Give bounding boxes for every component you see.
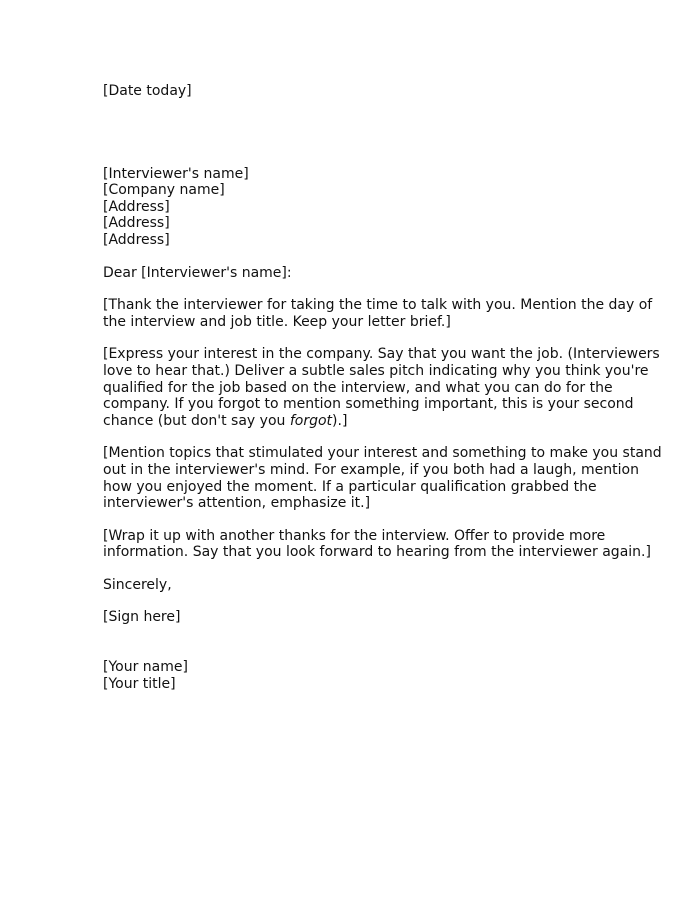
sender-title: [Your title] xyxy=(103,675,176,692)
paragraph-line: love to hear that.) Deliver a subtle sales pitch indicating why you think you're xyxy=(103,362,649,379)
paragraph-line: information. Say that you look forward to hearing from the interviewer again.] xyxy=(103,544,651,561)
paragraph-line: [Express your interest in the company. Say that you want the job. (Interviewers xyxy=(103,346,660,363)
paragraph-line: the interview and job title. Keep your letter brief.] xyxy=(103,313,451,330)
recipient-address-block xyxy=(103,166,603,249)
recipient-company: [Company name] xyxy=(103,182,225,199)
paragraph-wrap-up xyxy=(103,527,651,561)
salutation: Dear [Interviewer's name]: xyxy=(103,264,292,281)
paragraph-line: interviewer's attention, emphasize it.] xyxy=(103,495,371,512)
letter-body xyxy=(103,83,662,692)
date-line: [Date today] xyxy=(103,83,192,99)
paragraph-topics xyxy=(103,445,662,512)
sender-name: [Your name] xyxy=(103,659,188,676)
signature-block xyxy=(103,659,603,692)
paragraph-line xyxy=(103,413,603,430)
closing: Sincerely, xyxy=(103,576,172,593)
paragraph-line: [Mention topics that stimulated your interest and something to make you stand xyxy=(103,445,662,462)
paragraph-thanks xyxy=(103,297,653,330)
recipient-address-line: [Address] xyxy=(103,231,170,248)
recipient-address-line: [Address] xyxy=(103,215,170,232)
paragraph-text: chance (but don't say you xyxy=(103,412,290,429)
paragraph-line: [Wrap it up with another thanks for the interview. Offer to provide more xyxy=(103,527,606,544)
paragraph-line: [Thank the interviewer for taking the time to talk with you. Mention the day of xyxy=(103,297,653,314)
paragraph-interest xyxy=(103,346,660,429)
recipient-name: [Interviewer's name] xyxy=(103,165,249,182)
paragraph-text: ).] xyxy=(332,412,348,429)
paragraph-line: how you enjoyed the moment. If a particular qualification grabbed the xyxy=(103,478,597,495)
paragraph-line: company. If you forgot to mention something important, this is your second xyxy=(103,396,634,413)
paragraph-line: out in the interviewer's mind. For example, if you both had a laugh, mention xyxy=(103,461,639,478)
sign-here-placeholder: [Sign here] xyxy=(103,609,181,626)
recipient-address-line: [Address] xyxy=(103,198,170,215)
paragraph-line: qualified for the job based on the interview, and what you can do for the xyxy=(103,379,613,396)
italic-emphasis: forgot xyxy=(289,412,333,429)
